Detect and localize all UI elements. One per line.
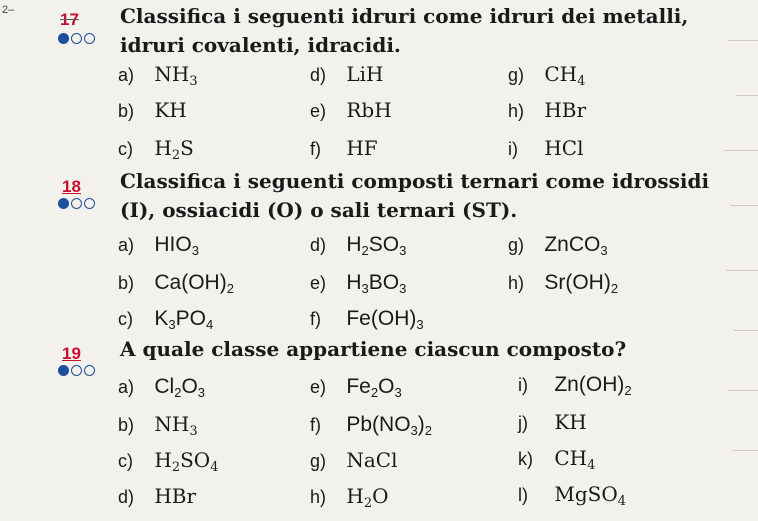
chemical-formula [346,375,401,398]
exercise-item [310,306,424,332]
formula-part: H [346,271,362,294]
chemical-formula [544,136,583,160]
formula-subscript: 2 [171,460,181,475]
formula-part: MgSO [554,482,618,506]
exercise-item [118,374,205,400]
formula-part: HIO [154,233,192,256]
exercise-item [508,136,584,160]
item-label: c) [118,139,133,159]
difficulty-dot-empty [71,198,82,209]
margin-rules [718,0,758,521]
exercise-item [310,484,389,511]
formula-subscript: 2 [361,243,369,258]
exercise-item [310,374,402,400]
exercise-item [508,270,618,296]
formula-part: NH [154,412,190,436]
item-label: l) [518,485,528,505]
item-label: f) [310,139,321,159]
formula-subscript: 3 [189,424,198,439]
formula-subscript: 3 [189,74,198,89]
exercise-item [118,448,218,475]
formula-part: BO [368,271,400,294]
item-label: c) [118,309,133,329]
formula-part: SO [180,448,211,472]
exercise-item [118,306,213,332]
exercise-title [120,167,709,225]
chemical-formula [554,373,631,396]
item-label: e) [310,273,327,293]
chemical-formula [346,62,383,86]
chemical-formula [346,233,406,256]
chemical-formula [154,136,194,163]
difficulty-dot-filled [58,33,69,44]
title-line: A quale classe appartiene ciascun composto? [120,337,627,361]
formula-subscript: 2 [610,281,619,296]
item-label: g) [310,451,327,471]
formula-part: O [378,375,395,398]
chemical-formula [154,98,186,122]
formula-part: Cl [154,375,175,398]
item-label: f) [310,309,321,329]
exercise-number: 17 [60,10,79,29]
formula-part: H [346,233,362,256]
formula-subscript: 2 [171,148,181,163]
chemical-formula [154,271,234,294]
chemical-formula [346,271,406,294]
difficulty-dot-filled [58,365,69,376]
chemical-formula [154,233,199,256]
item-label: d) [310,65,327,85]
title-line: idruri covalenti, idracidi. [120,33,401,57]
formula-subscript: 2 [174,385,182,400]
exercise-item [518,372,632,398]
exercise-item [118,62,198,89]
item-label: a) [118,235,135,255]
exercise-title [120,2,688,60]
formula-part: HF [346,136,378,160]
chemical-formula [544,62,586,89]
chemical-formula [346,307,423,330]
title-line: (I), ossiacidi (O) o sali ternari (ST). [120,198,518,222]
formula-subscript: 4 [210,460,219,475]
difficulty-dots [58,33,95,44]
item-label: e) [310,377,327,397]
formula-part: SO [368,233,400,256]
formula-subscript: 3 [416,317,424,332]
item-label: b) [118,101,135,121]
exercise-item [310,448,397,472]
formula-subscript: 3 [197,385,206,400]
title-line: Classifica i seguenti composti ternari come idrossidi [120,169,710,193]
formula-part: Ca(OH) [154,271,227,294]
formula-part: S [180,136,194,160]
formula-part: HBr [544,98,587,122]
formula-subscript: 3 [399,243,407,258]
formula-subscript: 3 [399,281,407,296]
chemical-formula [346,98,391,122]
chemical-formula [554,410,586,434]
formula-subscript: 2 [624,383,632,398]
chemical-formula [346,136,377,160]
formula-subscript: 2 [370,385,379,400]
formula-part: O [372,484,389,508]
formula-subscript: 3 [361,281,369,296]
item-label: k) [518,449,533,469]
exercise-item [508,232,608,258]
chemical-formula [154,412,198,439]
chemical-formula [554,482,627,509]
exercise-item [518,446,595,473]
formula-part: NH [154,62,190,86]
item-label: f) [310,415,321,435]
item-label: e) [310,101,327,121]
exercise-item [508,62,585,89]
exercise-item [310,232,406,258]
item-label: h) [508,273,525,293]
exercise-item [518,410,587,434]
formula-subscript: 2 [226,281,234,296]
difficulty-dot-empty [71,365,82,376]
difficulty-dots [58,365,95,376]
item-label: g) [508,65,525,85]
chemical-formula [554,446,596,473]
difficulty-dot-empty [71,33,82,44]
corner-mark: 2– [2,4,15,16]
formula-subscript: 4 [587,458,596,473]
formula-part: O [181,375,198,398]
formula-part: K [154,307,169,330]
formula-subscript: 2 [424,423,433,438]
formula-part: Fe [346,375,371,398]
formula-part: RbH [346,98,392,122]
exercise-item [310,412,432,438]
formula-part: PO [175,307,206,330]
formula-subscript: 2 [363,496,373,511]
formula-subscript: 4 [577,74,586,89]
formula-subscript: 4 [205,317,214,332]
exercise-item [508,98,586,122]
exercise-item [310,98,392,122]
item-label: h) [508,101,525,121]
formula-part: CH [554,446,588,470]
formula-part: CH [544,62,578,86]
formula-subscript: 4 [617,494,627,509]
chemical-formula [154,448,219,475]
item-label: b) [118,415,135,435]
difficulty-dot-filled [58,198,69,209]
formula-part: ) [417,413,425,436]
item-label: b) [118,273,135,293]
difficulty-dot-empty [84,33,95,44]
title-line: Classifica i seguenti idruri come idruri dei metalli, [120,4,689,28]
chemical-formula [346,448,397,472]
item-label: d) [310,235,327,255]
chemical-formula [544,98,586,122]
formula-part: H [346,484,364,508]
item-label: a) [118,65,135,85]
formula-part: Sr(OH) [544,271,611,294]
formula-subscript: 3 [394,385,402,400]
exercise-item [310,270,406,296]
formula-part: Zn(OH) [554,373,625,396]
chemical-formula [544,233,607,256]
exercise-number: 19 [62,344,81,363]
chemical-formula [154,62,198,89]
exercise-item [118,98,187,122]
exercise-item [518,482,626,509]
item-label: g) [508,235,525,255]
item-label: a) [118,377,135,397]
exercise-item [310,62,383,86]
exercise-item [118,136,194,163]
chemical-formula [346,413,432,436]
chemical-formula [346,484,389,511]
item-label: i) [508,139,518,159]
difficulty-dot-empty [84,365,95,376]
exercise-item [118,270,234,296]
difficulty-dot-empty [84,198,95,209]
formula-part: Fe(OH) [346,307,417,330]
item-label: d) [118,487,135,507]
formula-part: KH [154,98,187,122]
formula-part: HCl [544,136,584,160]
formula-part: LiH [346,62,384,86]
item-label: j) [518,413,528,433]
formula-part: ZnCO [544,233,601,256]
item-label: i) [518,375,528,395]
chemical-formula [154,307,213,330]
formula-part: H [154,448,172,472]
exercise-item [310,136,378,160]
exercise-number: 18 [62,177,81,196]
formula-part: KH [554,410,587,434]
formula-part: NaCl [346,448,398,472]
formula-subscript: 3 [191,243,199,258]
formula-part: Pb(NO [346,413,411,436]
chemical-formula [154,375,205,398]
item-label: c) [118,451,133,471]
exercise-item [118,484,196,508]
formula-subscript: 3 [168,317,176,332]
formula-subscript: 3 [410,423,418,438]
difficulty-dots [58,198,95,209]
item-label: h) [310,487,327,507]
formula-part: H [154,136,172,160]
exercise-item [118,412,198,439]
formula-subscript: 3 [600,243,608,258]
formula-part: HBr [154,484,197,508]
exercise-item [118,232,199,258]
chemical-formula [544,271,618,294]
exercise-title [120,335,626,364]
chemical-formula [154,484,196,508]
